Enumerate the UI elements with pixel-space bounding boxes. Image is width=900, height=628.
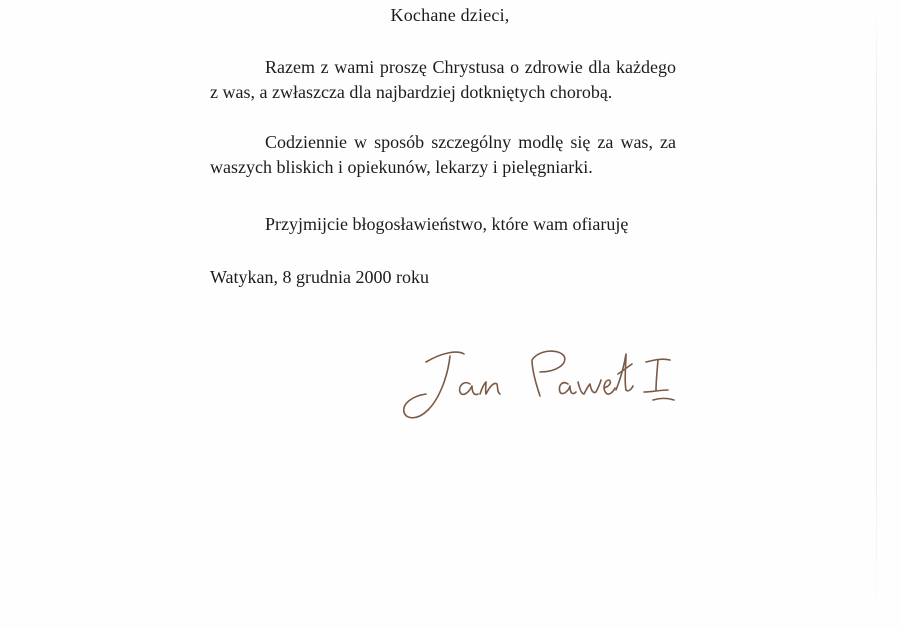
letter-paragraph-3 bbox=[210, 212, 676, 237]
paragraph-2-text: Codziennie w sposób szczególny modlę się za was, za waszych bliskich i opiekunów, lekarzy i pielęgniarki. bbox=[210, 132, 676, 177]
paragraph-3-text: Przyjmijcie błogosławieństwo, które wam ofiaruję bbox=[265, 214, 629, 234]
handwritten-signature bbox=[398, 340, 698, 425]
salutation: Kochane dzieci, bbox=[390, 5, 510, 25]
letter-paragraph-1 bbox=[210, 55, 676, 104]
page-edge-shadow bbox=[876, 0, 877, 628]
paragraph-1-text: Razem z wami proszę Chrystusa o zdrowie dla każdego z was, a zwłaszcza dla najbardziej dotkniętych chorobą. bbox=[210, 57, 676, 102]
letter-paragraph-2 bbox=[210, 130, 676, 179]
signature-drawing bbox=[398, 340, 698, 425]
place-and-date: Watykan, 8 grudnia 2000 roku bbox=[210, 267, 430, 287]
